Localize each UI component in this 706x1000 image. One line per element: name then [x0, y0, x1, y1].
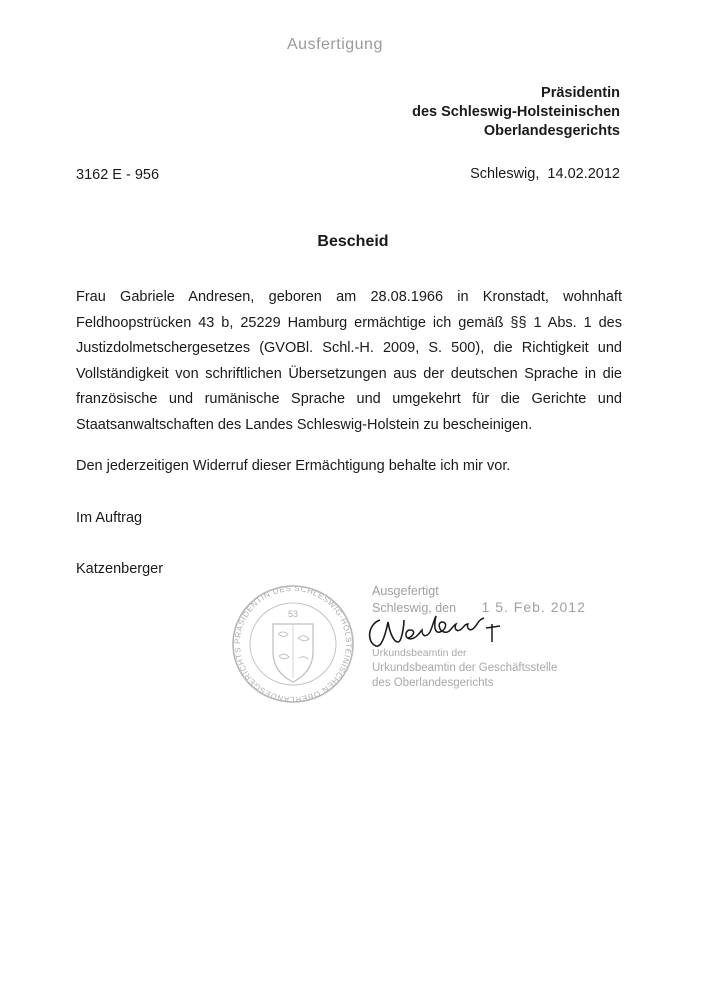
signer-name: Katzenberger	[76, 561, 164, 577]
role-line-3: des Oberlandesgerichts	[372, 677, 494, 689]
place-date: Schleswig, 14.02.2012	[470, 166, 620, 182]
copy-stamp: Ausfertigung	[287, 36, 383, 53]
role-line-2: Urkundsbeamtin der Geschäftsstelle	[372, 662, 558, 674]
certification-role	[372, 646, 557, 691]
revocation-paragraph: Den jederzeitigen Widerruf dieser Ermächtigung behalte ich mir vor.	[76, 458, 511, 474]
seal-icon	[222, 578, 364, 708]
authority-line-3: Oberlandesgerichts	[483, 123, 620, 139]
file-number: 3162 E - 956	[76, 167, 160, 183]
seal-ring-text: PRÄSIDENTIN DES SCHLESWIG-HOLSTEINISCHEN OBERLANDESGERICHTS	[232, 583, 354, 705]
closing-line: Im Auftrag	[76, 510, 143, 526]
issuing-authority	[412, 84, 620, 141]
certification-date: 1 5. Feb. 2012	[481, 599, 586, 615]
role-line-1: Urkundsbeamtin der	[372, 647, 467, 659]
authority-line-1: Präsidentin	[541, 85, 620, 101]
seal-number: 53	[287, 609, 299, 619]
certification-label: Ausgefertigt	[372, 584, 439, 598]
authority-line-2: des Schleswig-Holsteinischen	[412, 104, 620, 120]
body-paragraph: Frau Gabriele Andresen, geboren am 28.08.1966 in Kronstadt, wohnhaft Feldhoopstrücken 43 b, 25229 Hamburg ermächtige ich gemäß §§ 1 Abs. 1 des Justizdolmetschergesetzes (GVOBl. Schl.-H. 2009, S. 500), die Richtigkeit und Vollständigkeit von schriftlichen Übersetzungen aus der deutschen Sprache in die französische und rumänische Sprache und umgekehrt für die Gerichte und Staatsanwaltschaften des Landes Schleswig-Holstein zu bescheinigen.	[76, 289, 622, 433]
official-seal	[222, 578, 364, 713]
certification-place: Schleswig, den	[372, 601, 457, 615]
document-title: Bescheid	[317, 233, 389, 250]
